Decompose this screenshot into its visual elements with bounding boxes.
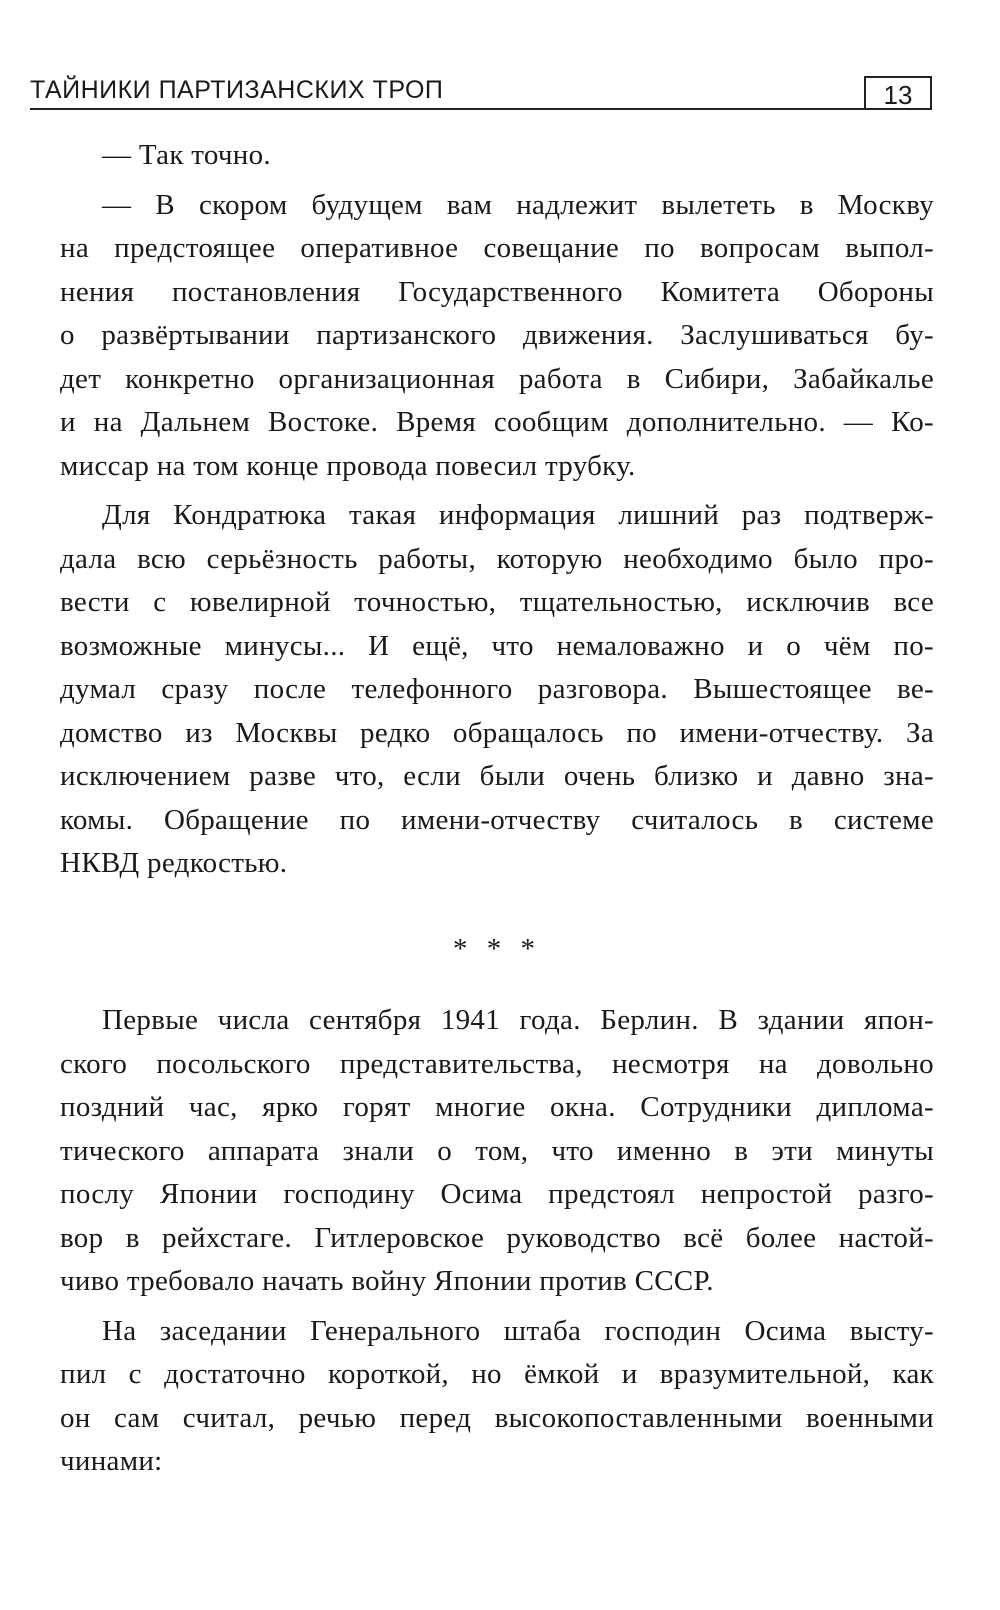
text-line: исключением разве что, если были очень близко и давно зна- [60, 760, 934, 792]
text-line: вести с ювелирной точностью, тщательностью, исключив все [60, 586, 934, 618]
text-line: нения постановления Государственного Комитета Обороны [60, 275, 934, 308]
text-line: Первые числа сентября 1941 года. Берлин. В здании япон- [102, 1004, 934, 1036]
text-line: вор в рейхстаге. Гитлеровское руководство всё более настой- [60, 1221, 934, 1254]
text-section-2 [60, 999, 934, 1484]
running-title: ТАЙНИКИ ПАРТИЗАНСКИХ ТРОП [30, 76, 444, 104]
page-number: 13 [864, 76, 932, 110]
text-line: миссар на том конце провода повесил трубку. [60, 449, 636, 482]
text-line: о развёртывании партизанского движения. Заслушиваться бу- [60, 319, 934, 351]
paragraph [60, 134, 934, 178]
text-line: думал сразу после телефонного разговора. Вышестоящее ве- [60, 673, 934, 705]
text-line: он сам считал, речью перед высокопоставленными военными [60, 1401, 934, 1434]
text-line: комы. Обращение по имени-отчеству считалось в системе [60, 803, 934, 836]
paragraph [60, 999, 934, 1304]
text-line: поздний час, ярко горят многие окна. Сотрудники дипломa- [60, 1091, 934, 1123]
text-line: дала всю серьёзность работы, которую необходимо было про- [60, 542, 934, 575]
text-line: На заседании Генерального штаба господин Осима высту- [102, 1314, 934, 1347]
text-line: НКВД редкостью. [60, 847, 288, 879]
paragraph [60, 494, 934, 886]
text-line: послу Японии господину Осима предстоял непростой разго- [60, 1178, 934, 1210]
text-line: — Так точно. [102, 139, 271, 171]
text-line: домство из Москвы редко обращалось по имени-отчеству. За [60, 716, 934, 749]
text-line: — В скором будущем вам надлежит вылететь в Москву [102, 188, 934, 221]
text-line: дет конкретно организационная работа в Сибири, Забайкалье [60, 362, 934, 395]
paragraph [60, 1310, 934, 1484]
text-line: на предстоящее оперативное совещание по вопросам выпол- [60, 232, 934, 264]
text-line: тического аппарата знали о том, что именно в эти минуты [60, 1134, 934, 1167]
text-line: чинами: [60, 1445, 163, 1477]
text-line: Для Кондратюка такая информация лишний раз подтверж- [102, 499, 934, 531]
text-line: ского посольского представительства, несмотря на довольно [60, 1047, 934, 1080]
text-line: и на Дальнем Востоке. Время сообщим дополнительно. — Ко- [60, 406, 934, 438]
text-line: чиво требовало начать войну Японии против СССР. [60, 1265, 714, 1297]
text-section-1 [60, 134, 934, 886]
section-separator: * * * [453, 932, 541, 965]
text-line: возможные минусы... И ещё, что немаловажно и о чём по- [60, 629, 934, 662]
text-line: пил с достаточно короткой, но ёмкой и вразумительной, как [60, 1358, 934, 1390]
running-header [30, 70, 932, 110]
page-body [60, 134, 934, 1490]
paragraph [60, 184, 934, 489]
